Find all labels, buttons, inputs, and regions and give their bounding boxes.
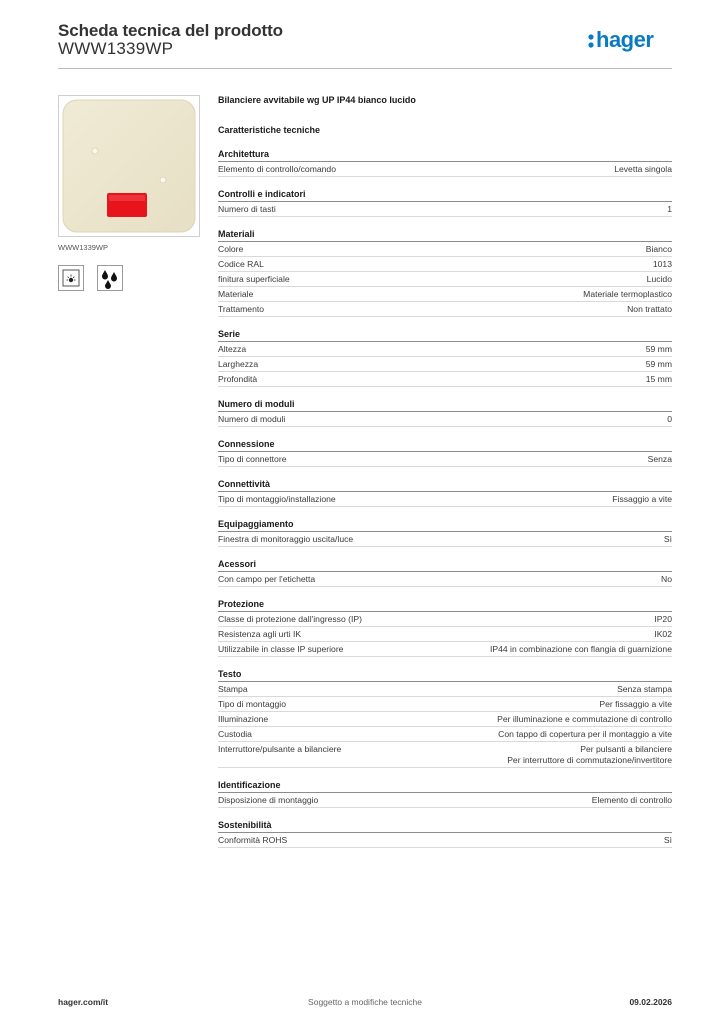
spec-row [218,712,672,727]
spec-value: Elemento di controllo [591,794,672,805]
spec-label: Larghezza [218,358,259,369]
spec-label: Codice RAL [218,258,264,269]
section-title: Controlli e indicatori [218,188,672,202]
spec-row [218,452,672,467]
spec-value: Sì [663,834,672,845]
spec-row [218,272,672,287]
spec-value: Senza stampa [617,683,672,694]
spec-row [218,287,672,302]
spec-label: Altezza [218,343,247,354]
product-photo [58,95,200,237]
spec-row [218,682,672,697]
section-title: Architettura [218,148,672,162]
spec-row [218,793,672,808]
spec-label: Finestra di monitoraggio uscita/luce [218,533,354,544]
spec-value: 1 [667,203,672,214]
spec-value: Fissaggio a vite [612,493,672,504]
spec-value: IP44 in combinazione con flangia di guarnizione [489,643,672,654]
page-title: Scheda tecnica del prodotto [58,21,283,40]
spec-row [218,202,672,217]
water-drops-icon [97,265,123,291]
spec-value: IP20 [654,613,672,624]
section-title: Materiali [218,228,672,242]
section-title: Numero di moduli [218,398,672,412]
spec-label: Classe di protezione dall'ingresso (IP) [218,613,362,624]
spec-value-line: Per interruttore di commutazione/invertitore [507,754,672,765]
illuminated-switch-icon [58,265,84,291]
spec-label: Elemento di controllo/comando [218,163,336,174]
spec-sections [218,148,672,848]
product-caption: WWW1339WP [58,243,109,252]
section-title: Connessione [218,438,672,452]
spec-row [218,627,672,642]
spec-label: Materiale [218,288,254,299]
spec-label: Resistenza agli urti IK [218,628,302,639]
spec-value: Per fissaggio a vite [599,698,672,709]
spec-label: Interruttore/pulsante a bilanciere [218,743,342,754]
spec-value: Per illuminazione e commutazione di controllo [497,713,672,724]
spec-label: Colore [218,243,244,254]
spec-row [218,697,672,712]
spec-row [218,572,672,587]
product-name: Bilanciere avvitabile wg UP IP44 bianco lucido [218,95,416,105]
spec-label: Trattamento [218,303,265,314]
section-title: Identificazione [218,779,672,793]
spec-value-line: Per pulsanti a bilanciere [580,743,672,754]
section-title: Connettività [218,478,672,492]
spec-label: Profondità [218,373,258,384]
spec-label: Illuminazione [218,713,269,724]
section-title: Testo [218,668,672,682]
spec-value: Con tappo di copertura per il montaggio a vite [498,728,672,739]
spec-row [218,642,672,657]
spec-label: Utilizzabile in classe IP superiore [218,643,344,654]
spec-value: 15 mm [645,373,672,384]
spec-row [218,342,672,357]
spec-row [218,612,672,627]
spec-value: IK02 [654,628,672,639]
spec-value: Sì [663,533,672,544]
spec-row [218,257,672,272]
spec-row [218,727,672,742]
spec-row [218,532,672,547]
footer-website-link[interactable]: hager.com/it [58,997,109,1007]
spec-row [218,833,672,848]
spec-row [218,742,672,768]
section-title: Equipaggiamento [218,518,672,532]
spec-label: Tipo di montaggio [218,698,286,709]
spec-value: Levetta singola [614,163,672,174]
spec-row [218,372,672,387]
spec-value: No [661,573,672,584]
product-code: WWW1339WP [58,39,174,58]
footer-disclaimer: Soggetto a modifiche tecniche [308,997,422,1007]
section-title: Sostenibilità [218,819,672,833]
spec-row [218,242,672,257]
spec-value: 59 mm [645,358,672,369]
spec-content [218,93,672,848]
spec-label: Con campo per l'etichetta [218,573,316,584]
spec-value: 0 [667,413,672,424]
spec-label: Disposizione di montaggio [218,794,319,805]
spec-row [218,492,672,507]
tech-specs-heading: Caratteristiche tecniche [218,125,321,135]
header-divider [58,68,672,69]
spec-label: Tipo di montaggio/installazione [218,493,336,504]
spec-label: Custodia [218,728,252,739]
spec-value [341,744,672,766]
section-title: Protezione [218,598,672,612]
spec-label: Numero di moduli [218,413,286,424]
spec-label: finitura superficiale [218,273,290,284]
spec-row [218,412,672,427]
page-footer [58,997,672,1009]
spec-label: Tipo di connettore [218,453,287,464]
svg-text:hager: hager [596,27,654,52]
section-title: Serie [218,328,672,342]
spec-label: Stampa [218,683,248,694]
spec-value: 1013 [652,258,672,269]
spec-row [218,162,672,177]
section-title: Acessori [218,558,672,572]
spec-value: Bianco [645,243,672,254]
spec-label: Conformità ROHS [218,834,288,845]
spec-value: Lucido [646,273,672,284]
spec-value: Materiale termoplastico [583,288,672,299]
spec-value: Non trattato [627,303,672,314]
footer-date: 09.02.2026 [629,997,672,1007]
hager-logo [588,26,672,56]
spec-row [218,302,672,317]
spec-value: Senza [647,453,672,464]
spec-value: 59 mm [645,343,672,354]
spec-row [218,357,672,372]
spec-label: Numero di tasti [218,203,276,214]
